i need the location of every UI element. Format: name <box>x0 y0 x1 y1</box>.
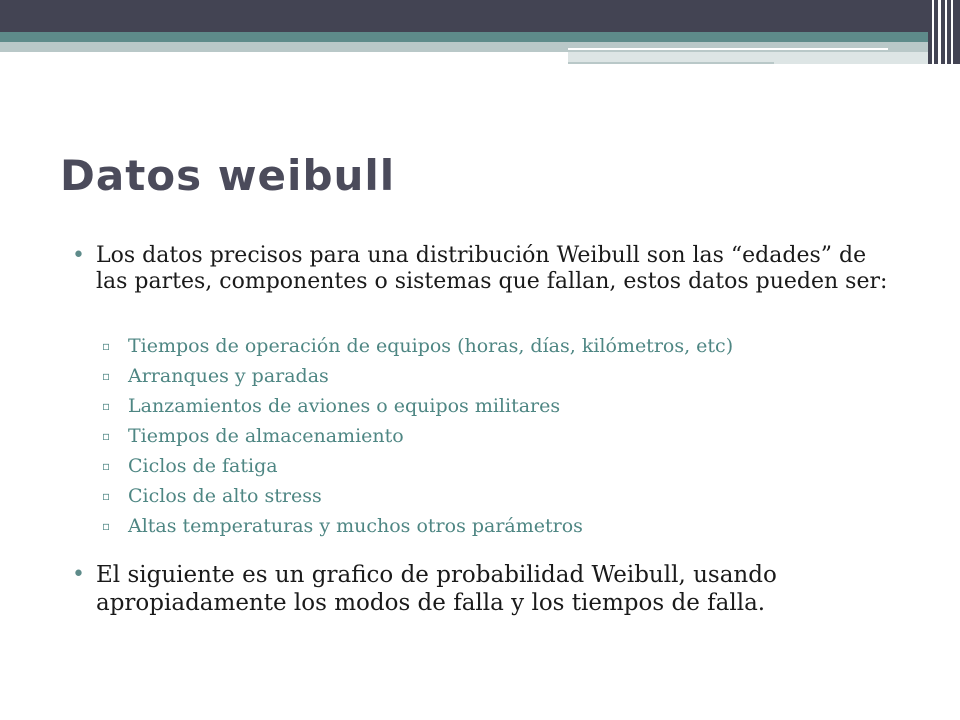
bullet-item <box>72 243 892 295</box>
header-dark-band <box>0 0 960 32</box>
slide-title: Datos weibull <box>60 151 396 200</box>
sub-bullet-item <box>72 391 892 421</box>
bullet-text: Los datos precisos para una distribución Weibull son las “edades” de las partes, componentes o sistemas que fallan, estos datos pueden ser: <box>96 243 888 294</box>
sub-bullet-icon: ▫ <box>102 399 111 413</box>
bullet-icon: • <box>72 562 85 587</box>
header-vertical-stripe <box>932 0 934 64</box>
header-vertical-stripe <box>951 0 953 64</box>
sub-bullet-item <box>72 511 892 541</box>
sub-bullet-icon: ▫ <box>102 489 111 503</box>
sub-bullet-text: Ciclos de fatiga <box>128 455 278 477</box>
sub-bullet-text: Altas temperaturas y muchos otros parámetros <box>128 515 583 537</box>
sub-bullet-icon: ▫ <box>102 459 111 473</box>
header-highlight-line <box>568 48 888 50</box>
sub-bullet-item <box>72 421 892 451</box>
header-step-line <box>568 62 774 64</box>
sub-bullet-list <box>72 331 892 541</box>
header-vertical-stripe <box>938 0 941 64</box>
sub-bullet-icon: ▫ <box>102 519 111 533</box>
header-teal-band <box>0 32 960 42</box>
sub-bullet-icon: ▫ <box>102 429 111 443</box>
slide-body <box>72 243 892 617</box>
bullet-item <box>72 561 892 617</box>
sub-bullet-item <box>72 331 892 361</box>
sub-bullet-item <box>72 481 892 511</box>
header-vertical-stripe <box>945 0 947 64</box>
sub-bullet-text: Lanzamientos de aviones o equipos militares <box>128 395 561 417</box>
sub-bullet-text: Arranques y paradas <box>128 365 329 387</box>
sub-bullet-icon: ▫ <box>102 339 111 353</box>
bullet-text: El siguiente es un grafico de probabilidad Weibull, usando apropiadamente los modos de falla y los tiempos de falla. <box>96 562 777 616</box>
sub-bullet-icon: ▫ <box>102 369 111 383</box>
sub-bullet-text: Tiempos de almacenamiento <box>128 425 404 447</box>
sub-bullet-text: Ciclos de alto stress <box>128 485 322 507</box>
bullet-icon: • <box>72 243 85 268</box>
header-grey-band <box>0 42 960 52</box>
sub-bullet-item <box>72 451 892 481</box>
sub-bullet-text: Tiempos de operación de equipos (horas, días, kilómetros, etc) <box>128 335 734 357</box>
sub-bullet-item <box>72 361 892 391</box>
